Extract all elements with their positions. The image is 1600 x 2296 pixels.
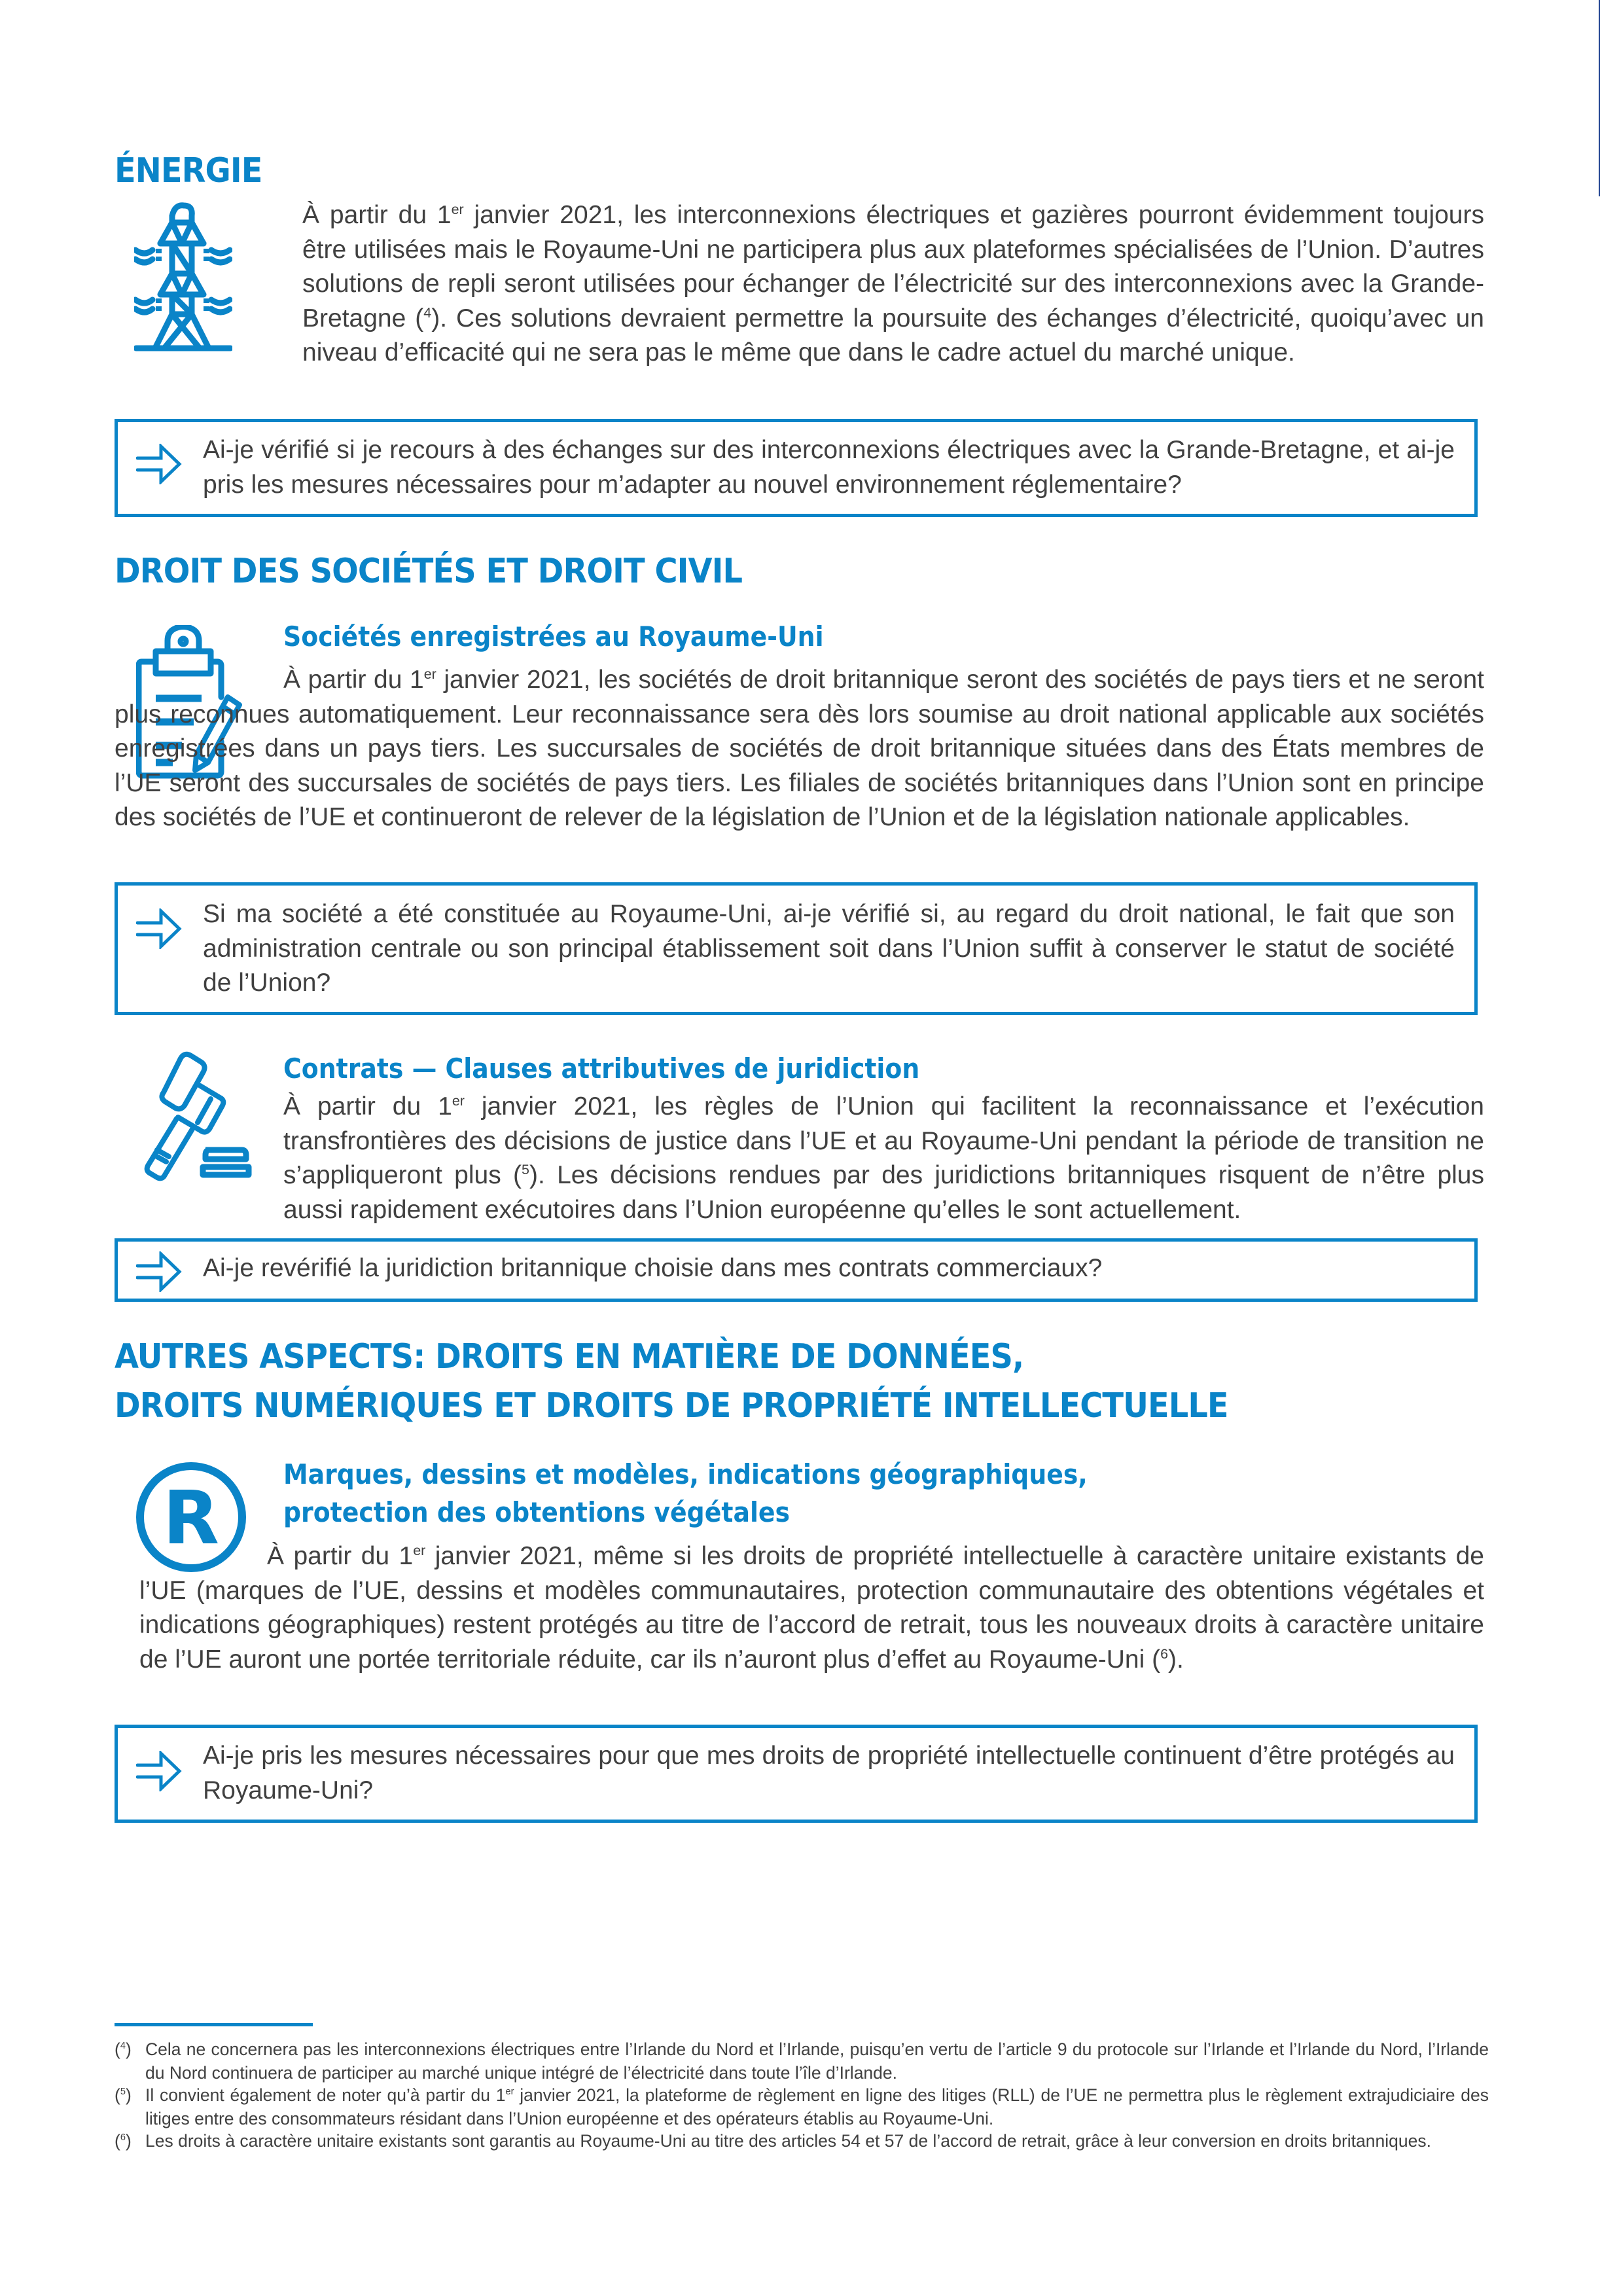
- footnote-5: ($^5$) Il convient également de noter qu’à partir du 1er janvier 2021, la plateforme de règlement en ligne des litiges (RLL) de l’UE ne permettra plus le règlement extrajudiciaire des litiges entre des consommateurs résidant dans l’Union européenne et des opérateurs établis au Royaume-Uni.: [115, 2085, 1489, 2128]
- arrow-right-icon: [136, 1251, 183, 1292]
- uk-companies-checklist-text: Si ma société a été constituée au Royaume-Uni, ai-je vérifié si, au regard du droit national, le fait que son administration centrale ou son principal établissement soit dans l’Union suffit à conserver le statut de société de l’Union?: [203, 900, 1455, 997]
- subsection-title-uk-companies: Sociétés enregistrées au Royaume-Uni: [283, 620, 824, 653]
- section-title-company-law: DROIT DES SOCIÉTÉS ET DROIT CIVIL: [115, 552, 743, 591]
- contracts-checklist-text: Ai-je revérifié la juridiction britannique choisie dans mes contrats commerciaux?: [203, 1254, 1103, 1282]
- ip-checklist-text: Ai-je pris les mesures nécessaires pour que mes droits de propriété intellectuelle continuent d’être protégés au Royaume-Uni?: [203, 1742, 1455, 1804]
- ip-checklist-callout: [115, 1725, 1478, 1823]
- energy-checklist-text: Ai-je vérifié si je recours à des échanges sur des interconnexions électriques avec la Grande-Bretagne, et ai-je pris les mesures nécessaires pour m’adapter au nouvel environnement réglementaire?: [203, 436, 1455, 499]
- footnote-4: ($^4$) Cela ne concernera pas les interconnexions électriques entre l’Irlande du Nord et l’Irlande, puisqu’en vertu de l’article 9 du protocole sur l’Irlande et l’Irlande du Nord, l’Irlande du Nord continuera de participer au marché unique intégré de l’électricité dans toute l’île d’Irlande.: [115, 2039, 1489, 2083]
- section-title-other-line1: AUTRES ASPECTS: DROITS EN MATIÈRE DE DONNÉES,: [115, 1337, 1024, 1376]
- section-title-energy: ÉNERGIE: [115, 151, 262, 190]
- subsection-title-contracts: Contrats — Clauses attributives de juridiction: [283, 1052, 920, 1085]
- uk-companies-checklist-callout: [115, 882, 1478, 1015]
- ip-paragraph: À partir du 1er janvier 2021, même si les droits de propriété intellectuelle à caractère unitaire existants de l’UE (marques de l’UE, dessins et modèles communautaires, protection communautaire des obtentions végétales et indications géographiques) restent protégés au titre de l’accord de retrait, tous les nouveaux droits à caractère unitaire de l’UE auront une portée territoriale réduite, car ils n’auront plus d’effet au Royaume-Uni ($^6$).: [139, 1542, 1485, 1674]
- contracts-checklist-callout: [115, 1238, 1478, 1302]
- gavel-icon: [137, 1050, 255, 1181]
- svg-text:R: R: [162, 1476, 220, 1561]
- contracts-paragraph: À partir du 1er janvier 2021, les règles de l’Union qui facilitent la reconnaissance et l’exécution transfrontières des décisions de justice dans l’UE et au Royaume-Uni pendant la période de transition ne s’appliqueront plus ($^5$). Les décisions rendues par des juridictions britanniques risquent de n’être plus aussi rapidement exécutoires dans l’Union européenne qu’elles le sont actuellement.: [283, 1092, 1484, 1224]
- energy-checklist-callout: [115, 419, 1478, 517]
- footnote-number: ($^6$): [115, 2131, 132, 2151]
- energy-paragraph: À partir du 1er janvier 2021, les interconnexions électriques et gazières pourront évidemment toujours être utilisées mais le Royaume-Uni ne participera plus aux plateformes spécialisées de l’Union. D’autres solutions de repli seront utilisées pour échanger de l’électricité sur des interconnexions avec la Grande-Bretagne ($^4$). Ces solutions devraient permettre la poursuite des échanges d’électricité, quoiqu’avec un niveau d’efficacité qui ne sera pas le même que dans le cadre actuel du marché unique.: [302, 201, 1484, 367]
- footnote-6: ($^6$) Les droits à caractère unitaire existants sont garantis au Royaume-Uni au titre des articles 54 et 57 de l’accord de retrait, grâce à leur conversion en droits britanniques.: [115, 2130, 1489, 2153]
- subsection-title-ip-line1: Marques, dessins et modèles, indications géographiques,: [283, 1458, 1088, 1490]
- arrow-right-icon: [136, 1751, 183, 1791]
- footnote-separator: [115, 2023, 313, 2026]
- arrow-right-icon: [136, 444, 183, 484]
- power-pylon-icon: [134, 196, 232, 353]
- subsection-title-ip-line2: protection des obtentions végétales: [283, 1496, 791, 1528]
- uk-companies-paragraph: À partir du 1er janvier 2021, les sociétés de droit britannique seront des sociétés de pays tiers et ne seront plus reconnues automatiquement. Leur reconnaissance sera dès lors soumise au droit national applicable aux sociétés enregistrées dans un pays tiers. Les succursales de sociétés de droit britannique situées dans des États membres de l’UE seront des succursales de sociétés de pays tiers. Les filiales de sociétés britanniques dans l’Union sont en principe des sociétés de l’UE et continueront de relever de la législation de l’Union et de la législation nationale applicables.: [115, 666, 1484, 831]
- section-title-other-line2: DROITS NUMÉRIQUES ET DROITS DE PROPRIÉTÉ INTELLECTUELLE: [115, 1386, 1228, 1426]
- footnote-number: ($^4$): [115, 2039, 132, 2059]
- arrow-right-icon: [136, 908, 183, 949]
- footnote-number: ($^5$): [115, 2085, 132, 2105]
